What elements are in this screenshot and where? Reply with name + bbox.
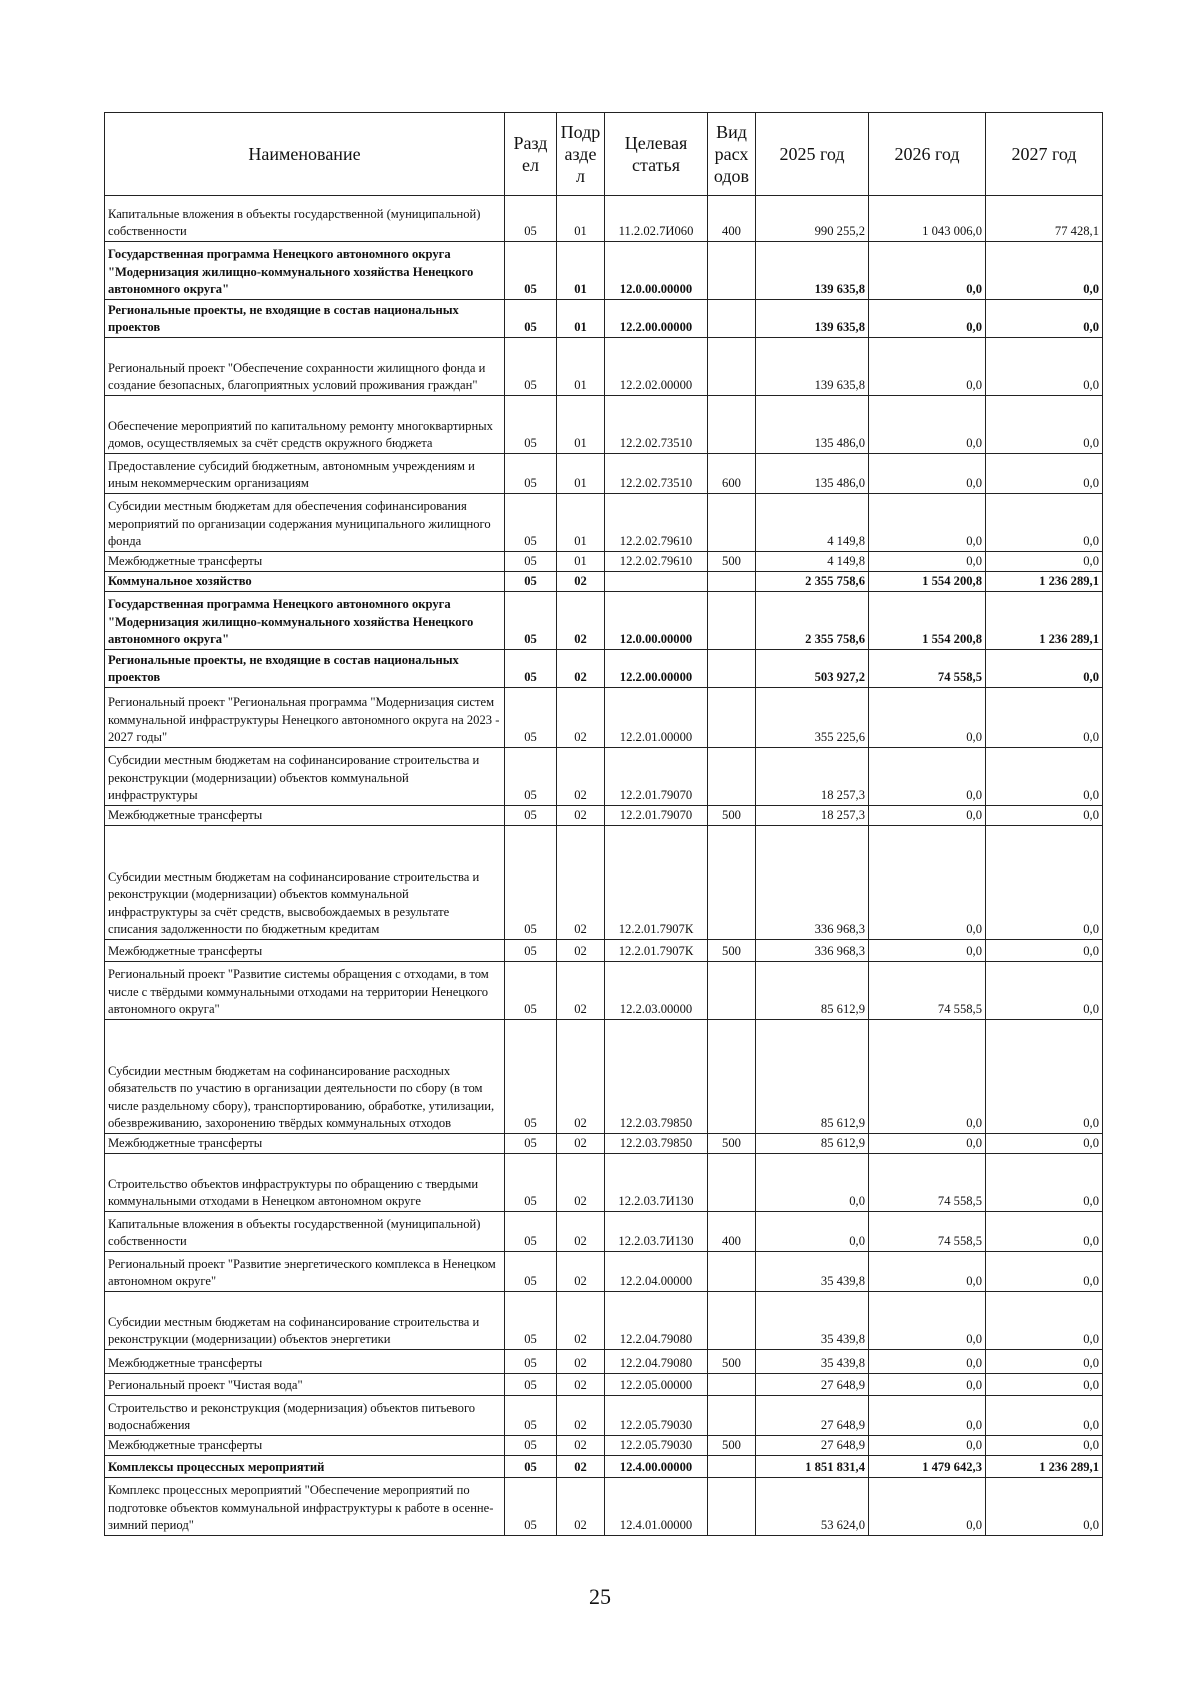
table-row [105,1374,1103,1396]
row-2026: 0,0 [869,494,986,552]
row-vid: 600 [708,454,756,494]
row-target: 12.2.04.79080 [605,1350,708,1374]
row-vid [708,572,756,592]
row-target: 12.2.01.00000 [605,688,708,748]
row-target: 12.2.01.7907К [605,826,708,940]
row-razdel: 05 [505,1374,557,1396]
row-razdel: 05 [505,1292,557,1350]
row-2026: 0,0 [869,1478,986,1536]
row-vid: 500 [708,1436,756,1456]
row-2025: 355 225,6 [756,688,869,748]
row-name: Субсидии местным бюджетам для обеспечения софинансирования мероприятий по организации содержания муниципального жилищного фонда [105,494,505,552]
row-target [605,572,708,592]
row-2026: 0,0 [869,1252,986,1292]
row-target: 12.2.01.7907К [605,940,708,962]
row-name: Комплекс процессных мероприятий "Обеспечение мероприятий по подготовке объектов коммунальной инфраструктуры к работе в осенне-зимний период" [105,1478,505,1536]
row-2026: 0,0 [869,1020,986,1134]
row-razdel: 05 [505,826,557,940]
row-2027: 77 428,1 [986,196,1103,242]
row-2027: 1 236 289,1 [986,1456,1103,1478]
row-2025: 85 612,9 [756,1020,869,1134]
row-podrazdel: 02 [557,962,605,1020]
row-target: 12.2.03.79850 [605,1134,708,1154]
row-razdel: 05 [505,1350,557,1374]
row-2027: 1 236 289,1 [986,572,1103,592]
row-2027: 0,0 [986,454,1103,494]
row-razdel: 05 [505,300,557,338]
row-target: 12.2.01.79070 [605,806,708,826]
row-2026: 1 479 642,3 [869,1456,986,1478]
row-razdel: 05 [505,1134,557,1154]
row-vid [708,1478,756,1536]
row-target: 12.2.03.79850 [605,1020,708,1134]
row-name: Капитальные вложения в объекты государственной (муниципальной) собственности [105,1212,505,1252]
row-2026: 0,0 [869,396,986,454]
row-2025: 0,0 [756,1154,869,1212]
row-podrazdel: 02 [557,1436,605,1456]
row-name: Капитальные вложения в объекты государственной (муниципальной) собственности [105,196,505,242]
row-2027: 0,0 [986,806,1103,826]
table-row [105,1478,1103,1536]
row-name: Межбюджетные трансферты [105,806,505,826]
row-podrazdel: 02 [557,1292,605,1350]
row-2027: 0,0 [986,1350,1103,1374]
budget-table [104,112,1103,1536]
row-podrazdel: 02 [557,826,605,940]
row-2027: 0,0 [986,552,1103,572]
row-razdel: 05 [505,1252,557,1292]
row-vid [708,962,756,1020]
row-2027: 0,0 [986,748,1103,806]
header-razdel: Разд ел [505,113,557,196]
row-podrazdel: 01 [557,494,605,552]
row-name: Комплексы процессных мероприятий [105,1456,505,1478]
row-2026: 0,0 [869,748,986,806]
row-2025: 139 635,8 [756,242,869,300]
table-row [105,806,1103,826]
row-podrazdel: 02 [557,650,605,688]
row-2027: 1 236 289,1 [986,592,1103,650]
row-2025: 135 486,0 [756,396,869,454]
row-podrazdel: 01 [557,454,605,494]
row-name: Региональные проекты, не входящие в состав национальных проектов [105,650,505,688]
header-podrazdel: Подр азде л [557,113,605,196]
row-razdel: 05 [505,1154,557,1212]
table-row [105,1436,1103,1456]
table-row [105,454,1103,494]
row-vid [708,242,756,300]
row-name: Строительство и реконструкция (модернизация) объектов питьевого водоснабжения [105,1396,505,1436]
row-2027: 0,0 [986,962,1103,1020]
row-2027: 0,0 [986,300,1103,338]
row-target: 12.2.03.7И130 [605,1154,708,1212]
row-2025: 27 648,9 [756,1396,869,1436]
row-2027: 0,0 [986,1436,1103,1456]
table-row [105,196,1103,242]
table-row [105,1350,1103,1374]
row-2027: 0,0 [986,1478,1103,1536]
row-razdel: 05 [505,338,557,396]
row-razdel: 05 [505,494,557,552]
row-2027: 0,0 [986,688,1103,748]
row-name: Межбюджетные трансферты [105,1436,505,1456]
table-row [105,552,1103,572]
row-2027: 0,0 [986,494,1103,552]
table-row [105,1456,1103,1478]
row-2025: 27 648,9 [756,1374,869,1396]
row-2026: 0,0 [869,1292,986,1350]
row-2026: 0,0 [869,338,986,396]
row-podrazdel: 02 [557,1396,605,1436]
row-name: Обеспечение мероприятий по капитальному ремонту многоквартирных домов, осуществляемых за счёт средств окружного бюджета [105,396,505,454]
table-row [105,1396,1103,1436]
row-podrazdel: 02 [557,806,605,826]
row-target: 12.2.03.7И130 [605,1212,708,1252]
row-vid: 500 [708,552,756,572]
table-row [105,572,1103,592]
row-2025: 139 635,8 [756,338,869,396]
row-name: Государственная программа Ненецкого автономного округа "Модернизация жилищно-коммунального хозяйства Ненецкого автономного округа" [105,592,505,650]
row-2025: 2 355 758,6 [756,572,869,592]
row-2025: 336 968,3 [756,940,869,962]
row-2027: 0,0 [986,1292,1103,1350]
row-podrazdel: 01 [557,242,605,300]
table-row [105,396,1103,454]
row-podrazdel: 01 [557,396,605,454]
row-2026: 1 554 200,8 [869,592,986,650]
row-2026: 74 558,5 [869,962,986,1020]
row-vid: 400 [708,196,756,242]
row-2025: 35 439,8 [756,1252,869,1292]
row-name: Субсидии местным бюджетам на софинансирование расходных обязательств по участию в организации деятельности по сбору (в том числе раздельному сбору), транспортированию, обработке, утилизации, обезвреживанию, захоронению твёрдых коммунальных отходов [105,1020,505,1134]
table-row [105,592,1103,650]
table-row [105,688,1103,748]
row-2026: 0,0 [869,300,986,338]
row-podrazdel: 02 [557,1478,605,1536]
row-2027: 0,0 [986,1154,1103,1212]
row-target: 12.2.02.73510 [605,454,708,494]
row-vid [708,1396,756,1436]
header-2025: 2025 год [756,113,869,196]
row-name: Межбюджетные трансферты [105,1134,505,1154]
row-2025: 18 257,3 [756,806,869,826]
row-2025: 139 635,8 [756,300,869,338]
table-row [105,338,1103,396]
row-podrazdel: 02 [557,592,605,650]
row-2025: 503 927,2 [756,650,869,688]
row-target: 12.2.05.79030 [605,1436,708,1456]
row-target: 12.2.02.79610 [605,494,708,552]
row-name: Региональный проект "Региональная программа "Модернизация систем коммунальной инфраструктуры Ненецкого автономного округа на 2023 - 2027 годы" [105,688,505,748]
row-2025: 135 486,0 [756,454,869,494]
row-target: 12.2.02.79610 [605,552,708,572]
row-podrazdel: 02 [557,1134,605,1154]
row-podrazdel: 02 [557,572,605,592]
row-2026: 1 554 200,8 [869,572,986,592]
row-2027: 0,0 [986,338,1103,396]
table-header-row [105,113,1103,196]
row-name: Межбюджетные трансферты [105,940,505,962]
row-2027: 0,0 [986,826,1103,940]
row-podrazdel: 02 [557,1154,605,1212]
row-razdel: 05 [505,396,557,454]
table-row [105,300,1103,338]
row-podrazdel: 02 [557,940,605,962]
row-razdel: 05 [505,1456,557,1478]
table-row [105,242,1103,300]
row-vid [708,1020,756,1134]
row-2026: 74 558,5 [869,1154,986,1212]
row-name: Региональный проект "Развитие системы обращения с отходами, в том числе с твёрдыми коммунальными отходами на территории Ненецкого автономного округа" [105,962,505,1020]
row-vid [708,494,756,552]
row-vid [708,396,756,454]
table-row [105,1212,1103,1252]
row-2026: 0,0 [869,1374,986,1396]
row-podrazdel: 02 [557,748,605,806]
row-podrazdel: 02 [557,1212,605,1252]
row-2025: 53 624,0 [756,1478,869,1536]
row-2027: 0,0 [986,940,1103,962]
row-name: Субсидии местным бюджетам на софинансирование строительства и реконструкции (модернизации) объектов коммунальной инфраструктуры за счёт средств, высвобождаемых в результате списания задолженности по бюджетным кредитам [105,826,505,940]
row-vid [708,592,756,650]
row-podrazdel: 02 [557,1252,605,1292]
row-podrazdel: 02 [557,1456,605,1478]
row-2025: 35 439,8 [756,1350,869,1374]
row-name: Строительство объектов инфраструктуры по обращению с твердыми коммунальными отходами в Ненецком автономном округе [105,1154,505,1212]
row-2026: 0,0 [869,688,986,748]
row-2027: 0,0 [986,1396,1103,1436]
row-2026: 0,0 [869,1134,986,1154]
row-2026: 0,0 [869,806,986,826]
row-2026: 0,0 [869,552,986,572]
row-razdel: 05 [505,940,557,962]
table-row [105,1252,1103,1292]
row-2025: 27 648,9 [756,1436,869,1456]
row-razdel: 05 [505,1020,557,1134]
row-razdel: 05 [505,688,557,748]
row-target: 12.2.04.00000 [605,1252,708,1292]
row-podrazdel: 01 [557,300,605,338]
row-name: Региональные проекты, не входящие в состав национальных проектов [105,300,505,338]
row-target: 12.0.00.00000 [605,242,708,300]
header-target: Целевая статья [605,113,708,196]
row-razdel: 05 [505,552,557,572]
row-name: Межбюджетные трансферты [105,552,505,572]
row-vid [708,1292,756,1350]
row-vid: 400 [708,1212,756,1252]
row-2025: 35 439,8 [756,1292,869,1350]
header-2027: 2027 год [986,113,1103,196]
row-2026: 74 558,5 [869,650,986,688]
row-target: 12.2.05.00000 [605,1374,708,1396]
row-2026: 0,0 [869,1396,986,1436]
header-vid: Вид расх одов [708,113,756,196]
row-2027: 0,0 [986,1252,1103,1292]
table-row [105,1134,1103,1154]
row-razdel: 05 [505,748,557,806]
row-2025: 2 355 758,6 [756,592,869,650]
row-vid: 500 [708,806,756,826]
row-podrazdel: 01 [557,196,605,242]
row-name: Региональный проект "Обеспечение сохранности жилищного фонда и создание безопасных, благоприятных условий проживания граждан" [105,338,505,396]
table-row [105,494,1103,552]
header-2026: 2026 год [869,113,986,196]
row-razdel: 05 [505,1478,557,1536]
row-target: 12.2.02.73510 [605,396,708,454]
table-row [105,748,1103,806]
row-podrazdel: 01 [557,552,605,572]
table-row [105,940,1103,962]
row-vid [708,688,756,748]
row-2025: 0,0 [756,1212,869,1252]
row-2026: 0,0 [869,940,986,962]
row-target: 12.2.00.00000 [605,650,708,688]
row-vid [708,338,756,396]
row-razdel: 05 [505,962,557,1020]
row-2026: 0,0 [869,1436,986,1456]
row-vid: 500 [708,1134,756,1154]
row-2026: 0,0 [869,826,986,940]
row-2025: 336 968,3 [756,826,869,940]
row-podrazdel: 02 [557,1374,605,1396]
row-2027: 0,0 [986,1212,1103,1252]
row-name: Межбюджетные трансферты [105,1350,505,1374]
row-target: 12.0.00.00000 [605,592,708,650]
row-target: 12.2.02.00000 [605,338,708,396]
row-target: 11.2.02.7И060 [605,196,708,242]
table-row [105,1154,1103,1212]
row-2025: 1 851 831,4 [756,1456,869,1478]
table-row [105,1020,1103,1134]
row-2025: 4 149,8 [756,494,869,552]
row-2027: 0,0 [986,1374,1103,1396]
row-name: Региональный проект "Чистая вода" [105,1374,505,1396]
table-row [105,650,1103,688]
row-target: 12.2.04.79080 [605,1292,708,1350]
row-2027: 0,0 [986,1134,1103,1154]
row-vid [708,650,756,688]
row-2027: 0,0 [986,396,1103,454]
row-2025: 990 255,2 [756,196,869,242]
row-razdel: 05 [505,454,557,494]
row-2025: 85 612,9 [756,962,869,1020]
row-razdel: 05 [505,196,557,242]
row-podrazdel: 02 [557,1350,605,1374]
row-razdel: 05 [505,572,557,592]
row-2026: 0,0 [869,454,986,494]
row-podrazdel: 01 [557,338,605,396]
row-vid [708,1154,756,1212]
row-razdel: 05 [505,1396,557,1436]
row-2027: 0,0 [986,1020,1103,1134]
row-vid [708,1374,756,1396]
row-target: 12.4.01.00000 [605,1478,708,1536]
row-razdel: 05 [505,242,557,300]
row-podrazdel: 02 [557,1020,605,1134]
row-target: 12.4.00.00000 [605,1456,708,1478]
row-vid [708,748,756,806]
row-vid: 500 [708,940,756,962]
row-vid [708,1252,756,1292]
row-name: Государственная программа Ненецкого автономного округа "Модернизация жилищно-коммунального хозяйства Ненецкого автономного округа" [105,242,505,300]
row-name: Региональный проект "Развитие энергетического комплекса в Ненецком автономном округе" [105,1252,505,1292]
row-vid [708,300,756,338]
row-target: 12.2.01.79070 [605,748,708,806]
row-podrazdel: 02 [557,688,605,748]
row-2026: 1 043 006,0 [869,196,986,242]
row-2027: 0,0 [986,242,1103,300]
row-2027: 0,0 [986,650,1103,688]
table-row [105,962,1103,1020]
row-name: Субсидии местным бюджетам на софинансирование строительства и реконструкции (модернизации) объектов энергетики [105,1292,505,1350]
row-razdel: 05 [505,1212,557,1252]
row-vid: 500 [708,1350,756,1374]
row-name: Предоставление субсидий бюджетным, автономным учреждениям и иным некоммерческим организациям [105,454,505,494]
row-name: Коммунальное хозяйство [105,572,505,592]
table-row [105,1292,1103,1350]
row-name: Субсидии местным бюджетам на софинансирование строительства и реконструкции (модернизации) объектов коммунальной инфраструктуры [105,748,505,806]
row-razdel: 05 [505,592,557,650]
page-number: 25 [589,1584,611,1609]
row-target: 12.2.00.00000 [605,300,708,338]
row-target: 12.2.05.79030 [605,1396,708,1436]
row-2026: 0,0 [869,1350,986,1374]
row-razdel: 05 [505,650,557,688]
row-target: 12.2.03.00000 [605,962,708,1020]
row-vid [708,826,756,940]
table-row [105,826,1103,940]
row-2026: 74 558,5 [869,1212,986,1252]
row-2025: 85 612,9 [756,1134,869,1154]
row-2026: 0,0 [869,242,986,300]
row-vid [708,1456,756,1478]
row-2025: 4 149,8 [756,552,869,572]
header-name: Наименование [105,113,505,196]
row-razdel: 05 [505,806,557,826]
row-razdel: 05 [505,1436,557,1456]
row-2025: 18 257,3 [756,748,869,806]
